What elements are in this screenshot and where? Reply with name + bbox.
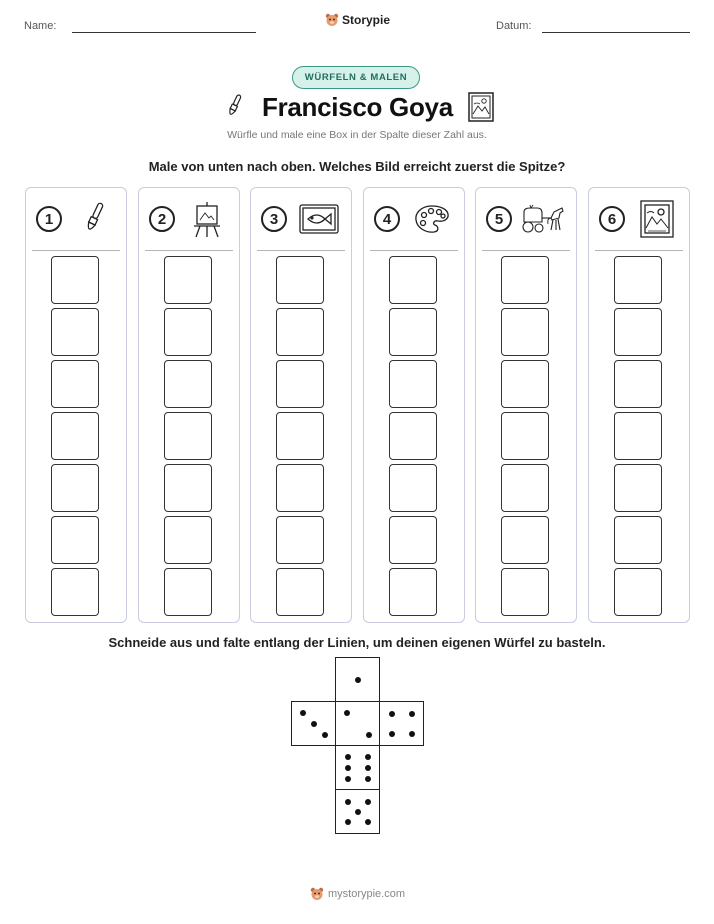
color-box	[614, 360, 662, 408]
color-box	[389, 360, 437, 408]
column-number: 2	[149, 206, 175, 232]
die-face-6	[335, 745, 380, 790]
color-box	[501, 308, 549, 356]
footer-url: mystorypie.com	[328, 888, 406, 900]
column-number: 3	[261, 206, 287, 232]
color-box	[389, 308, 437, 356]
column-6	[588, 187, 690, 623]
color-box	[164, 516, 212, 564]
pip	[300, 710, 306, 716]
color-box	[51, 308, 99, 356]
pip	[366, 732, 372, 738]
pip	[345, 819, 351, 825]
bear-logo-icon	[310, 887, 324, 901]
easel-icon	[183, 200, 231, 238]
color-box	[51, 464, 99, 512]
subtitle: Würfle und male eine Box in der Spalte dieser Zahl aus.	[227, 129, 487, 141]
pip	[365, 799, 371, 805]
color-box	[164, 464, 212, 512]
color-box	[51, 568, 99, 616]
paintbrush-icon	[70, 200, 118, 238]
logo-text: Storypie	[342, 13, 391, 27]
color-box	[614, 256, 662, 304]
footer	[310, 887, 405, 901]
page-title: Francisco Goya	[262, 92, 453, 122]
horse-carriage-icon	[520, 200, 568, 238]
color-box	[389, 412, 437, 460]
pip	[389, 731, 395, 737]
column-number: 6	[599, 206, 625, 232]
color-box	[389, 256, 437, 304]
column-4	[363, 187, 465, 623]
color-box	[276, 568, 324, 616]
storypie-logo	[325, 13, 390, 27]
column-number: 1	[36, 206, 62, 232]
color-box	[501, 516, 549, 564]
column-number: 4	[374, 206, 400, 232]
pip	[409, 711, 415, 717]
color-box	[614, 568, 662, 616]
color-box	[614, 516, 662, 564]
pip	[409, 731, 415, 737]
color-box	[614, 412, 662, 460]
color-box	[389, 568, 437, 616]
date-label: Datum:	[496, 20, 532, 32]
pip	[311, 721, 317, 727]
color-box	[276, 516, 324, 564]
instruction-text: Male von unten nach oben. Welches Bild erreicht zuerst die Spitze?	[148, 159, 566, 174]
die-face-4	[379, 701, 424, 746]
date-line	[542, 32, 690, 33]
color-box	[614, 464, 662, 512]
color-box	[614, 308, 662, 356]
column-1	[25, 187, 127, 623]
pip	[355, 809, 361, 815]
color-box	[164, 360, 212, 408]
color-box	[164, 256, 212, 304]
color-box	[501, 568, 549, 616]
pip	[322, 732, 328, 738]
pip	[355, 677, 361, 683]
column-5	[475, 187, 577, 623]
color-box	[501, 412, 549, 460]
cut-instruction: Schneide aus und falte entlang der Linien, um deinen eigenen Würfel zu basteln.	[108, 635, 606, 650]
die-face-2	[335, 701, 380, 746]
color-box	[276, 412, 324, 460]
color-box	[51, 412, 99, 460]
pip	[345, 765, 351, 771]
palette-icon	[408, 200, 456, 238]
framed-painting-icon	[468, 92, 494, 122]
paintbrush-icon	[224, 92, 244, 122]
column-3	[250, 187, 352, 623]
die-face-5	[335, 789, 380, 834]
column-number: 5	[486, 206, 512, 232]
color-box	[501, 360, 549, 408]
color-box	[389, 464, 437, 512]
color-box	[276, 464, 324, 512]
pip	[345, 776, 351, 782]
bear-logo-icon	[325, 13, 339, 27]
color-box	[389, 516, 437, 564]
pip	[389, 711, 395, 717]
color-box	[51, 256, 99, 304]
landscape-painting-icon	[633, 200, 681, 238]
pip	[365, 819, 371, 825]
color-box	[164, 308, 212, 356]
color-box	[164, 568, 212, 616]
die-face-1	[335, 657, 380, 702]
fish-painting-icon	[295, 200, 343, 238]
pip	[344, 710, 350, 716]
color-box	[51, 516, 99, 564]
color-box	[51, 360, 99, 408]
pip	[345, 799, 351, 805]
pip	[365, 776, 371, 782]
pip	[345, 754, 351, 760]
color-box	[164, 412, 212, 460]
color-box	[276, 308, 324, 356]
die-face-3	[291, 701, 336, 746]
color-box	[276, 360, 324, 408]
column-2	[138, 187, 240, 623]
name-line	[72, 32, 256, 33]
name-label: Name:	[24, 20, 57, 32]
color-box	[276, 256, 324, 304]
activity-badge: WÜRFELN & MALEN	[292, 66, 420, 89]
color-box	[501, 256, 549, 304]
pip	[365, 765, 371, 771]
color-box	[501, 464, 549, 512]
pip	[365, 754, 371, 760]
